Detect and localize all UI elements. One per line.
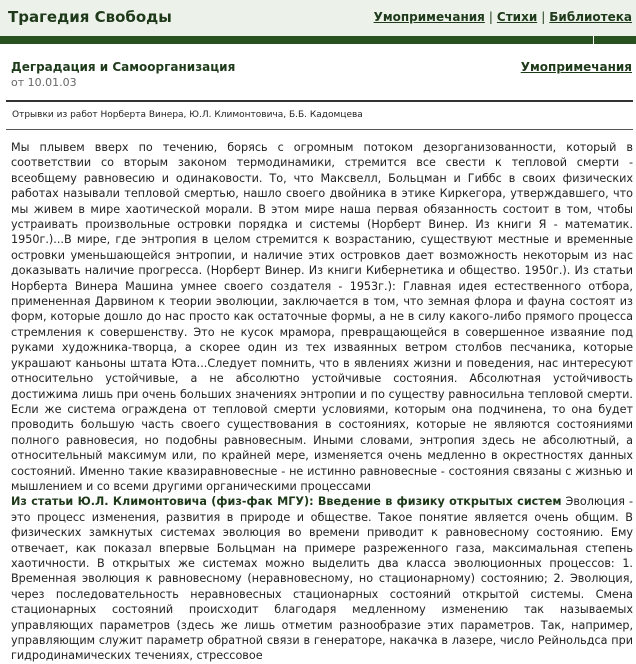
- nav-link-stikhi[interactable]: Стихи: [496, 10, 538, 24]
- article-paragraph: Мы плывем вверх по течению, борясь с огромным потоком дезорганизованности, который в соответствии со вторым законом термодинамики, стремится все свести к тепловой смерти - всеобщему равновесию и одинаковости. То, что Максвелл, Больцман и Гиббс в своих физических работах называли тепловой смертью, нашло своего двойника в этике Киркегора, утверждавшего, что мы живем в мире хаотической морали. В этом мире наша первая обязанность состоит в том, чтобы устраивать произвольные островки порядка и системы (Норберт Винер. Из книги Я - математик. 1950г.)...В мире, где энтропия в целом стремится к возрастанию, существуют местные и временные островки уменьшающейся энтропии, и наличие этих островков дает возможность некоторым из нас доказывать наличие прогресса. (Норберт Винер. Из книги Кибернетика и общество. 1950г.). Из статьи Норберта Винера Машина умнее своего создателя - 1953г.): Главная идея естественного отбора, примененная Дарвином к теории эволюции, заключается в том, что земная флора и фауна состоят из форм, которые дошло до нас просто как остаточные формы, а не в силу какого-либо прямого процесса стремления к совершенству. Это не кусок мрамора, превращающейся в совершенное изваяние под руками художника-творца, а скорее один из тех изваянных ветром столбов песчаника, которые украшают каньоны штата Юта...Следует помнить, что в явлениях жизни и поведения, нас интересуют относительно устойчивые, а не абсолютно устойчивые состояния. Абсолютная устойчивость достижима лишь при очень больших значениях энтропии и по существу равносильна тепловой смерти. Если же система ограждена от тепловой смерти условиями, которым она подчинена, то она будет проводить большую часть своего существования в состояниях, которые не являются состояниями полного равновесия, но подобны равновесным. Иными словами, энтропия здесь не абсолютный, а относительный максимум или, по крайней мере, изменяется очень медленно в окрестностях данных состояний. Именно такие квазиравновесные - не истинно равновесные - состояния связаны с жизнью и мышлением и со всеми другими органическими процессами: [11, 141, 633, 493]
- article-date: от 10.01.03: [11, 76, 77, 89]
- article-subtitle: Отрывки из работ Норберта Винера, Ю.Л. Климонтовича, Б.Б. Кадомцева: [12, 110, 363, 120]
- site-header: [0, 0, 636, 44]
- article-paragraph: [11, 494, 633, 663]
- article-body: [0, 130, 636, 664]
- main-nav: [374, 10, 632, 24]
- header-tick: [593, 36, 594, 44]
- article-header: [0, 44, 636, 100]
- section-link[interactable]: Умопримечания: [520, 60, 632, 74]
- nav-link-umoprimechaniya[interactable]: Умопримечания: [373, 10, 485, 24]
- paragraph-lead: Из статьи Ю.Л. Климонтовича (физ-фак МГУ): Введение в физику открытых систем: [11, 495, 562, 509]
- site-title[interactable]: Трагедия Свободы: [8, 8, 172, 26]
- nav-separator: |: [488, 10, 493, 24]
- article-title: Деградация и Самоорганизация: [11, 60, 236, 74]
- nav-link-biblioteka[interactable]: Библиотека: [549, 10, 632, 24]
- nav-separator: |: [541, 10, 546, 24]
- paragraph-text: Эволюция - это процесс изменения, развития в природе и обществе. Такое понятие является очень общим. В физических замкнутых системах эволюция во времени приводит к равновесному состоянию. Ему отвечает, как показал впервые Больцман на примере разреженного газа, максимальная степень хаотичности. В открытых же системах можно выделить два класса эволюционных процессов: 1. Временная эволюция к равновесному (неравновесному, но стационарному) состоянию; 2. Эволюция, через последовательность неравновесных стационарных состояний открытой системы. Смена стационарных состояний происходит благодаря медленному изменению так называемых управляющих параметров (здесь же лишь отметим разнообразие этих параметров. Так, например, управляющим служит параметр обратной связи в генераторе, накачка в лазере, число Рейнольдса при гидродинамических течениях, стрессовое: [11, 495, 633, 663]
